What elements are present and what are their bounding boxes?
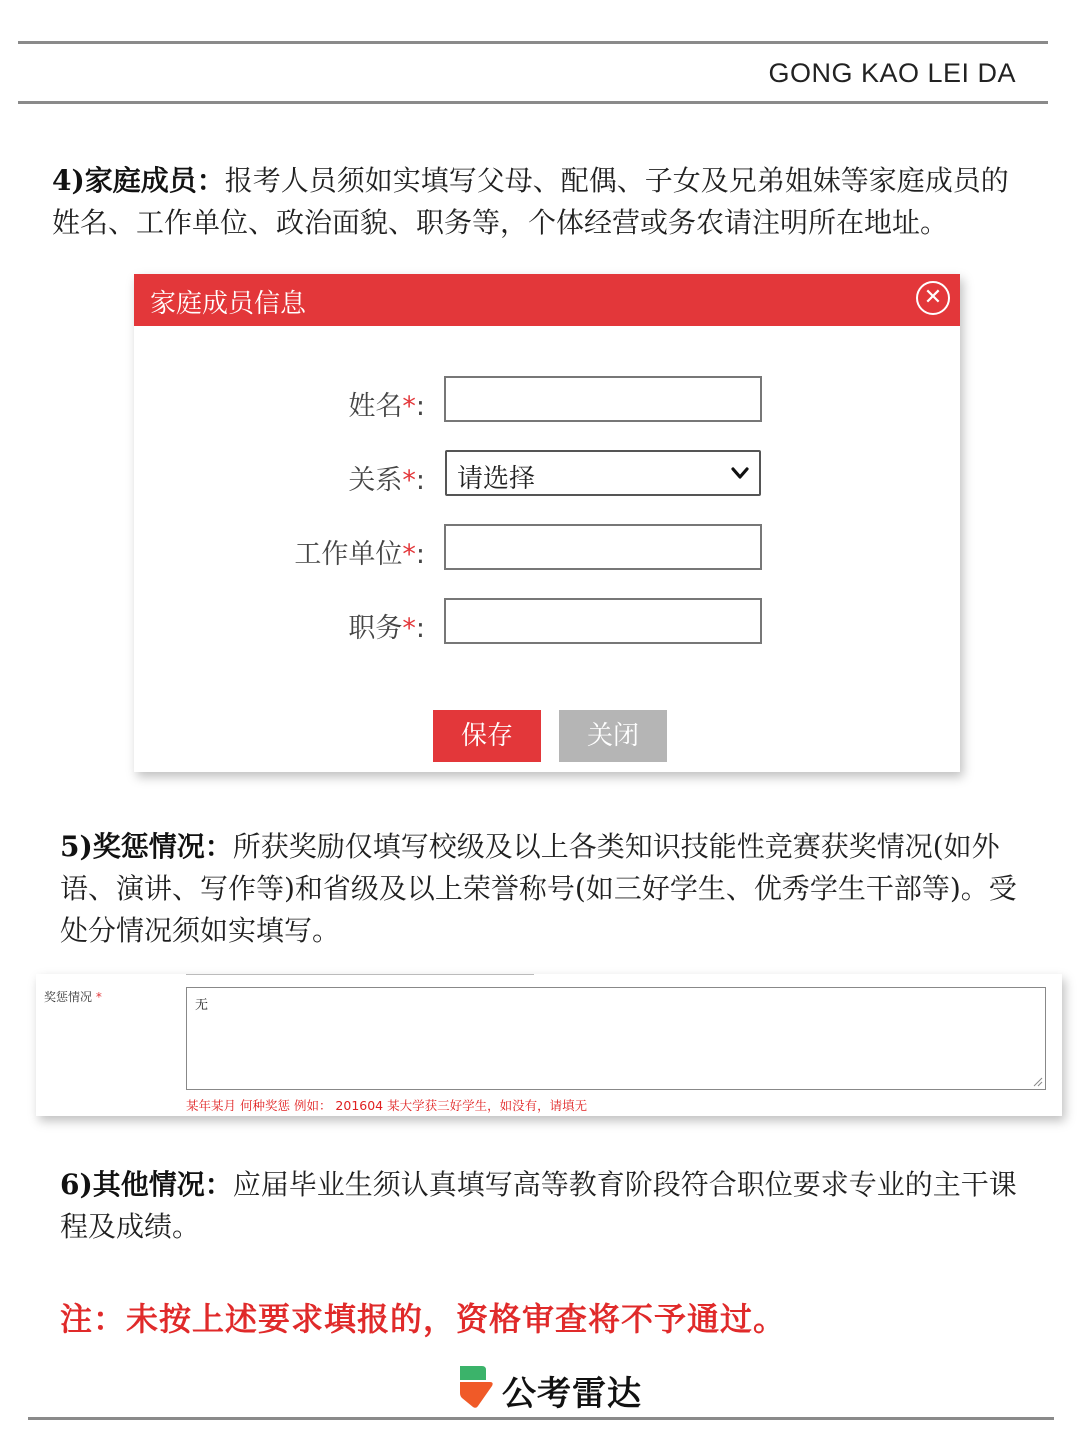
section-body: 应届毕业生须认真填写高等教育阶段符合职位要求专业的主干课程及成绩。 [60,1168,1017,1243]
section-other [60,1164,1020,1248]
logo-mark-icon [456,1362,496,1410]
footer-logo [456,1362,656,1418]
section-heading: 6)其他情况： [60,1168,233,1201]
section-body: 所获奖励仅填写校级及以上各类知识技能性竞赛获奖情况(如外语、演讲、写作等)和省级及以上荣誉称号(如三好学生、优秀学生干部等)。受处分情况须如实填写。 [60,830,1017,947]
field-row-workplace [134,524,960,574]
field-row-position [134,598,960,648]
resize-grip-icon[interactable] [1031,1075,1043,1087]
field-row-relation [134,448,960,498]
relation-select-value: 请选择 [457,464,536,494]
top-rule [18,41,1048,44]
dialog-title: 家庭成员信息 [150,289,307,319]
field-row-name [134,376,960,426]
section-family-members [52,160,1012,244]
section-body: 报考人员须如实填写父母、配偶、子女及兄弟姐妹等家庭成员的姓名、工作单位、政治面貌、职务等，个体经营或务农请注明所在地址。 [52,164,1009,239]
save-button[interactable]: 保存 [433,710,541,762]
section-heading: 4)家庭成员： [52,164,225,197]
position-input[interactable] [444,598,762,644]
award-label: 奖惩情况 * [44,990,102,1004]
family-member-dialog [134,274,960,772]
award-value: 无 [195,998,209,1013]
name-input[interactable] [444,376,762,422]
divider [186,974,534,975]
close-icon[interactable]: ✕ [916,281,950,315]
header-rule [18,101,1048,104]
field-label: 姓名*: [348,391,425,422]
section-awards [60,826,1020,952]
award-textarea[interactable] [186,987,1046,1090]
chevron-down-icon [729,462,751,484]
section-heading: 5)奖惩情况： [60,830,233,863]
brand-name-english: GONG KAO LEI DA [768,58,1016,88]
field-label: 关系*: [348,465,425,496]
award-form [36,974,1062,1116]
award-hint: 某年某月 何种奖惩 例如： 201604 某大学获三好学生，如没有，请填无 [186,1098,588,1113]
workplace-input[interactable] [444,524,762,570]
relation-select[interactable] [445,450,761,496]
field-label: 工作单位*: [294,539,425,570]
close-button[interactable]: 关闭 [559,710,667,762]
bottom-rule [28,1417,1054,1420]
dialog-header [134,274,960,326]
logo-text: 公考雷达 [502,1374,642,1414]
warning-note: 注：未按上述要求填报的，资格审查将不予通过。 [60,1300,787,1338]
field-label: 职务*: [348,613,425,644]
